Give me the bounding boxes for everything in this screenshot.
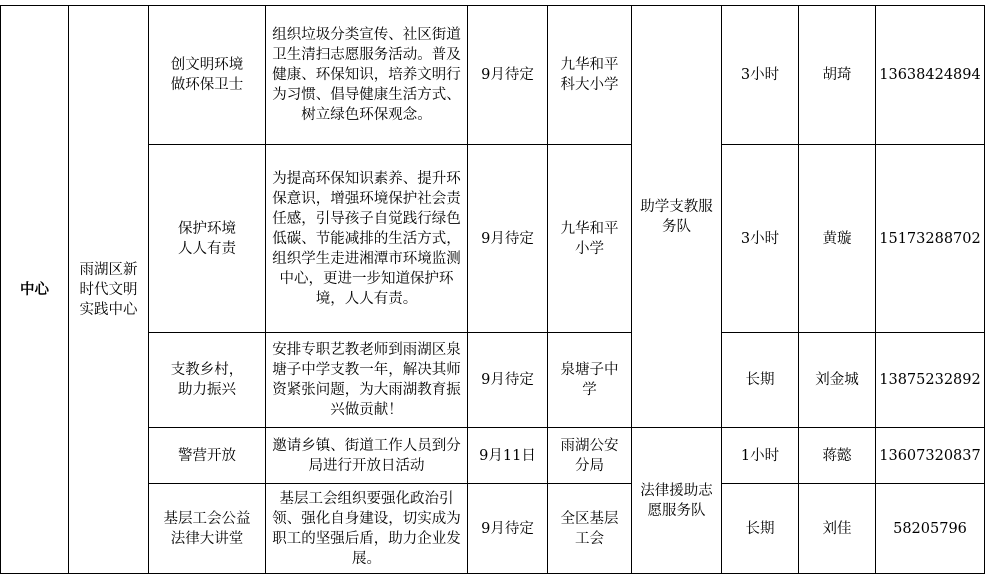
contact-cell: 蒋懿 bbox=[799, 428, 876, 484]
duration-cell: 1小时 bbox=[722, 428, 799, 484]
table-row bbox=[1, 333, 985, 428]
content-text: 组织垃圾分类宣传、社区街道卫生清扫志愿服务活动。普及健康、环保知识，培养文明行为习惯、倡导健康生活方式、树立绿色环保观念。 bbox=[272, 27, 461, 123]
contact-cell: 胡琦 bbox=[799, 6, 876, 145]
project-line: 法律大讲堂 bbox=[170, 530, 244, 547]
organizer-cell bbox=[69, 6, 149, 574]
phone-cell: 13607320837 bbox=[876, 428, 985, 484]
team-cell bbox=[632, 6, 722, 428]
place-line: 泉塘子中 bbox=[560, 362, 619, 378]
place-line: 分局 bbox=[575, 457, 604, 474]
content-text: 邀请乡镇、街道工作人员到分局进行开放日活动 bbox=[272, 437, 461, 474]
project-cell bbox=[149, 145, 266, 333]
place-line: 学 bbox=[582, 382, 597, 398]
phone-cell: 13638424894 bbox=[876, 6, 985, 145]
content-text: 基层工会组织要强化政治引领、强化自身建设，切实成为职工的坚强后盾，助力企业发展。 bbox=[272, 490, 461, 567]
content-cell bbox=[266, 333, 468, 428]
place-line: 科大小学 bbox=[560, 77, 619, 93]
project-cell bbox=[149, 428, 266, 484]
place-line: 九华和平 bbox=[560, 220, 619, 237]
activity-table bbox=[0, 5, 985, 574]
duration-cell: 长期 bbox=[722, 484, 799, 574]
project-line: 警营开放 bbox=[178, 447, 236, 464]
time-cell: 9月待定 bbox=[468, 484, 548, 574]
time-cell: 9月待定 bbox=[468, 333, 548, 428]
project-line: 做环保卫士 bbox=[170, 77, 244, 93]
project-cell bbox=[149, 333, 266, 428]
project-line: 人人有责 bbox=[178, 240, 236, 257]
table-row bbox=[1, 145, 985, 333]
place-cell bbox=[548, 145, 632, 333]
place-line: 工会 bbox=[575, 530, 604, 547]
project-cell bbox=[149, 484, 266, 574]
table-row bbox=[1, 6, 985, 145]
place-cell bbox=[548, 428, 632, 484]
phone-cell: 13875232892 bbox=[876, 333, 985, 428]
place-cell bbox=[548, 484, 632, 574]
content-cell bbox=[266, 6, 468, 145]
place-line: 九华和平 bbox=[560, 57, 619, 73]
phone-cell: 15173288702 bbox=[876, 145, 985, 333]
team-cell bbox=[632, 428, 722, 574]
time-cell: 9月11日 bbox=[468, 428, 548, 484]
place-line: 全区基层 bbox=[560, 510, 619, 527]
organizer-line: 时代文明 bbox=[79, 281, 138, 298]
content-cell bbox=[266, 145, 468, 333]
duration-cell: 3小时 bbox=[722, 6, 799, 145]
time-cell: 9月待定 bbox=[468, 6, 548, 145]
duration-cell: 长期 bbox=[722, 333, 799, 428]
time-cell: 9月待定 bbox=[468, 145, 548, 333]
project-line: 基层工会公益 bbox=[163, 510, 251, 527]
phone-cell: 58205796 bbox=[876, 484, 985, 574]
organizer-line: 雨湖区新 bbox=[79, 261, 138, 278]
project-line: 保护环境 bbox=[178, 220, 236, 237]
content-cell bbox=[266, 484, 468, 574]
duration-cell: 3小时 bbox=[722, 145, 799, 333]
team-line: 务队 bbox=[662, 218, 691, 235]
category-cell: 中心 bbox=[1, 6, 69, 574]
content-text: 为提高环保知识素养、提升环保意识，增强环境保护社会责任感，引导孩子自觉践行绿色低碳、节能减排的生活方式，组织学生走进湘潭市环境监测中心，更进一步知道保护环境，人人有责。 bbox=[272, 170, 461, 307]
team-line: 愿服务队 bbox=[647, 502, 706, 519]
table-row bbox=[1, 484, 985, 574]
team-line: 助学支教服 bbox=[640, 198, 713, 215]
project-line: 创文明环境 bbox=[170, 57, 244, 73]
content-text: 安排专职艺教老师到雨湖区泉塘子中学支教一年，解决其师资紧张问题，为大雨湖教育振兴做贡献！ bbox=[272, 342, 461, 418]
project-line: 支教乡村， bbox=[170, 362, 244, 378]
place-line: 小学 bbox=[575, 240, 604, 257]
contact-cell: 刘佳 bbox=[799, 484, 876, 574]
project-cell bbox=[149, 6, 266, 145]
organizer-line: 实践中心 bbox=[79, 301, 138, 318]
project-line: 助力振兴 bbox=[178, 382, 236, 398]
contact-cell: 黄璇 bbox=[799, 145, 876, 333]
place-cell bbox=[548, 333, 632, 428]
content-cell bbox=[266, 428, 468, 484]
contact-cell: 刘金城 bbox=[799, 333, 876, 428]
place-cell bbox=[548, 6, 632, 145]
place-line: 雨湖公安 bbox=[560, 437, 619, 454]
team-line: 法律援助志 bbox=[640, 482, 713, 499]
table-row bbox=[1, 428, 985, 484]
